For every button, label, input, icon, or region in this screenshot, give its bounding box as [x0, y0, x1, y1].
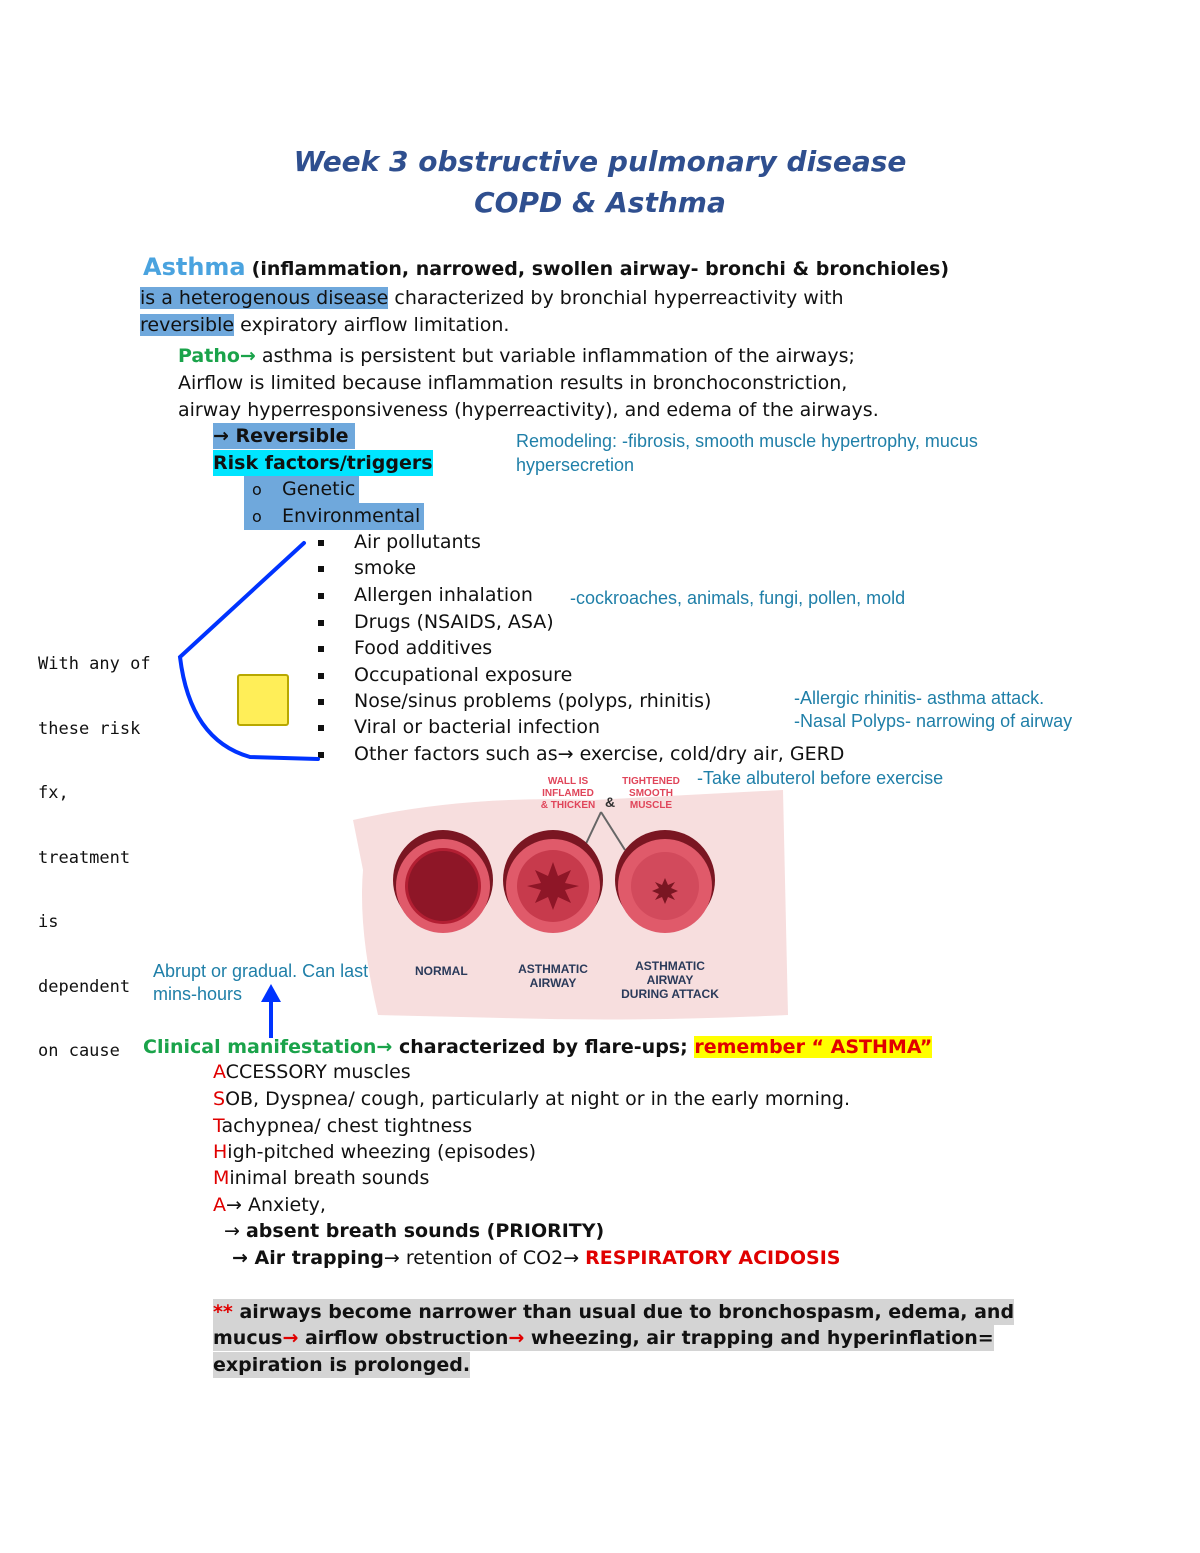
clinical-label: Clinical manifestation	[143, 1036, 377, 1058]
mnemonic-letter: A	[213, 1061, 226, 1083]
mnemonic-text: CCESSORY muscles	[225, 1061, 411, 1083]
patho-text-1: asthma is persistent but variable inflammation of the airways;	[255, 345, 855, 367]
summary-text-2b: airflow obstruction	[298, 1327, 509, 1349]
remodeling-note-2: hypersecretion	[516, 455, 635, 475]
mnemonic-letter: H	[213, 1141, 228, 1163]
mnemonic-item	[213, 1165, 429, 1191]
figure-label-line: & THICKEN	[540, 800, 596, 811]
highlight-reversible: reversible	[140, 314, 235, 336]
list-item	[318, 662, 572, 688]
rhinitis-note-2: -Nasal Polyps- narrowing of airway	[794, 711, 1073, 731]
caption-normal: NORMAL	[415, 964, 468, 978]
airway-figure	[343, 776, 788, 1020]
rhinitis-note-1: -Allergic rhinitis- asthma attack.	[794, 688, 1045, 708]
air-trapping-item	[232, 1245, 840, 1271]
risk-sub-label: Environmental	[282, 505, 421, 527]
bracket-annotation	[170, 535, 330, 770]
arrow-icon: →	[226, 1194, 242, 1216]
figure-label-line: INFLAMED	[542, 788, 594, 799]
risk-sub-environmental	[244, 503, 424, 530]
patho-line-3: airway hyperresponsiveness (hyperreactivity), and edema of the airways.	[178, 399, 879, 421]
absent-breath-item	[224, 1218, 604, 1244]
arrow-icon: →	[239, 345, 256, 367]
reversible-label: Reversible	[235, 425, 349, 447]
mnemonic-item	[213, 1192, 326, 1218]
circle-bullet-icon: o	[252, 507, 262, 526]
mnemonic-letter: M	[213, 1167, 230, 1189]
caption-line: ASTHMATIC	[518, 962, 588, 976]
arrow-icon: →	[383, 1247, 400, 1269]
patho-line-2: Airflow is limited because inflammation results in bronchoconstriction,	[178, 372, 848, 394]
risk-factors-heading: Risk factors/triggers	[213, 452, 433, 474]
reversible-item	[213, 423, 355, 449]
arrow-icon: →	[232, 1247, 255, 1269]
list-item	[318, 714, 600, 740]
list-item-label: Air pollutants	[354, 531, 481, 553]
air-trapping-text: Air trapping	[254, 1247, 384, 1269]
summary-text-2c: wheezing, air trapping and hyperinflation=	[524, 1327, 994, 1349]
asthma-word: Asthma	[143, 253, 246, 281]
onset-note-2: mins-hours	[153, 984, 243, 1004]
list-item	[318, 555, 416, 581]
caption-asthmatic	[513, 962, 593, 990]
list-item-label: Food additives	[354, 637, 493, 659]
mnemonic-letter: T	[213, 1115, 222, 1137]
mnemonic-text: OB, Dyspnea/ cough, particularly at night or in the early morning.	[225, 1088, 850, 1110]
bracket-line	[180, 543, 318, 759]
arrow-icon: →	[557, 743, 574, 765]
list-item-label: Occupational exposure	[354, 664, 573, 686]
figure-label-line: SMOOTH	[629, 788, 673, 799]
summary-text-1: airways become narrower than usual due to bronchospasm, edema, and	[232, 1301, 1015, 1323]
asthma-description: (inflammation, narrowed, swollen airway- bronchi & bronchioles)	[251, 258, 950, 280]
arrow-icon: →	[213, 425, 236, 447]
caption-line: AIRWAY	[646, 973, 694, 987]
caption-line: AIRWAY	[529, 976, 577, 990]
clinical-desc: characterized by flare-ups;	[392, 1036, 695, 1058]
mnemonic-item	[213, 1059, 411, 1085]
summary-stars: **	[213, 1301, 233, 1323]
onset-note-1: Abrupt or gradual. Can last	[153, 961, 369, 981]
page-title: Week 3 obstructive pulmonary disease	[293, 145, 907, 178]
side-note-line: on cause	[38, 1041, 120, 1061]
highlight-heterogenous: is a heterogenous disease	[140, 287, 389, 309]
mnemonic-item	[213, 1086, 850, 1112]
list-item	[318, 582, 533, 608]
side-note-line: these risk	[38, 718, 141, 739]
side-note	[38, 611, 151, 1084]
summary-line-2	[213, 1325, 994, 1351]
list-item	[318, 529, 481, 555]
risk-sub-label: Genetic	[282, 478, 356, 500]
figure-label-line: TIGHTENED	[622, 776, 680, 787]
side-note-line: fx,	[38, 783, 69, 803]
label-wall-inflamed	[533, 776, 603, 812]
summary-text-2a: mucus	[213, 1327, 283, 1349]
mnemonic-item	[213, 1113, 472, 1139]
definition-rest-2: expiratory airflow limitation.	[234, 314, 510, 336]
page-subtitle: COPD & Asthma	[474, 186, 726, 219]
allergen-note: -cockroaches, animals, fungi, pollen, mold	[570, 588, 906, 608]
asthma-heading	[143, 254, 949, 282]
albuterol-note: -Take albuterol before exercise	[697, 768, 944, 788]
list-item	[318, 688, 711, 714]
summary-line-3: expiration is prolonged.	[213, 1354, 471, 1376]
caption-line: DURING ATTACK	[621, 987, 719, 1001]
arrow-icon: →	[224, 1220, 246, 1242]
circle-bullet-icon: o	[252, 480, 262, 499]
mnemonic-letter: A	[213, 1194, 226, 1216]
list-item-label: Nose/sinus problems (polyps, rhinitis)	[354, 690, 712, 712]
figure-label-line: MUSCLE	[629, 800, 673, 811]
list-item	[318, 635, 492, 661]
side-note-line: dependent	[38, 976, 131, 997]
list-item-label: smoke	[354, 557, 417, 579]
mnemonic-text: Anxiety,	[241, 1194, 326, 1216]
remodeling-note-1: Remodeling: -fibrosis, smooth muscle hypertrophy, mucus	[516, 431, 978, 451]
retention-text: retention of CO2	[399, 1247, 564, 1269]
mnemonic-item	[213, 1139, 536, 1165]
arrow-icon: →	[376, 1036, 393, 1058]
clinical-heading	[143, 1034, 932, 1060]
side-note-line: With any of	[38, 654, 151, 674]
caption-attack	[615, 959, 725, 1001]
sticky-note-icon[interactable]	[237, 674, 289, 726]
mnemonic-letter: S	[213, 1088, 226, 1110]
figure-ampersand: &	[605, 794, 616, 810]
definition-line-2	[140, 312, 509, 338]
side-note-line: is	[38, 912, 59, 932]
label-tightened-muscle	[616, 776, 686, 812]
arrow-icon: →	[508, 1327, 525, 1349]
acidosis-text: RESPIRATORY ACIDOSIS	[585, 1247, 841, 1269]
absent-breath-text: absent breath sounds (PRIORITY)	[245, 1220, 605, 1242]
summary-line-1	[213, 1299, 1014, 1325]
arrow-icon: →	[563, 1247, 586, 1269]
patho-line-1	[178, 343, 855, 369]
caption-line: ASTHMATIC	[635, 959, 705, 973]
definition-line-1	[140, 285, 844, 311]
list-item-label: Allergen inhalation	[354, 584, 533, 606]
mnemonic-text: igh-pitched wheezing (episodes)	[227, 1141, 536, 1163]
patho-label: Patho	[178, 345, 240, 367]
list-item-tail: exercise, cold/dry air, GERD	[573, 743, 845, 765]
arrow-icon: →	[282, 1327, 299, 1349]
list-item-label: Viral or bacterial infection	[354, 716, 600, 738]
list-item	[318, 609, 554, 635]
up-arrow-icon	[258, 982, 284, 1040]
remember-badge: remember “ ASTHMA”	[694, 1036, 933, 1058]
list-item	[318, 741, 844, 767]
list-item-label: Other factors such as	[354, 743, 558, 765]
list-item-label: Drugs (NSAIDS, ASA)	[354, 611, 554, 633]
mnemonic-text: achypnea/ chest tightness	[221, 1115, 473, 1137]
definition-rest-1: characterized by bronchial hyperreactivity with	[388, 287, 844, 309]
side-note-line: treatment	[38, 847, 131, 868]
mnemonic-text: inimal breath sounds	[229, 1167, 430, 1189]
risk-sub-genetic	[244, 476, 359, 503]
figure-label-line: WALL IS	[547, 776, 589, 787]
